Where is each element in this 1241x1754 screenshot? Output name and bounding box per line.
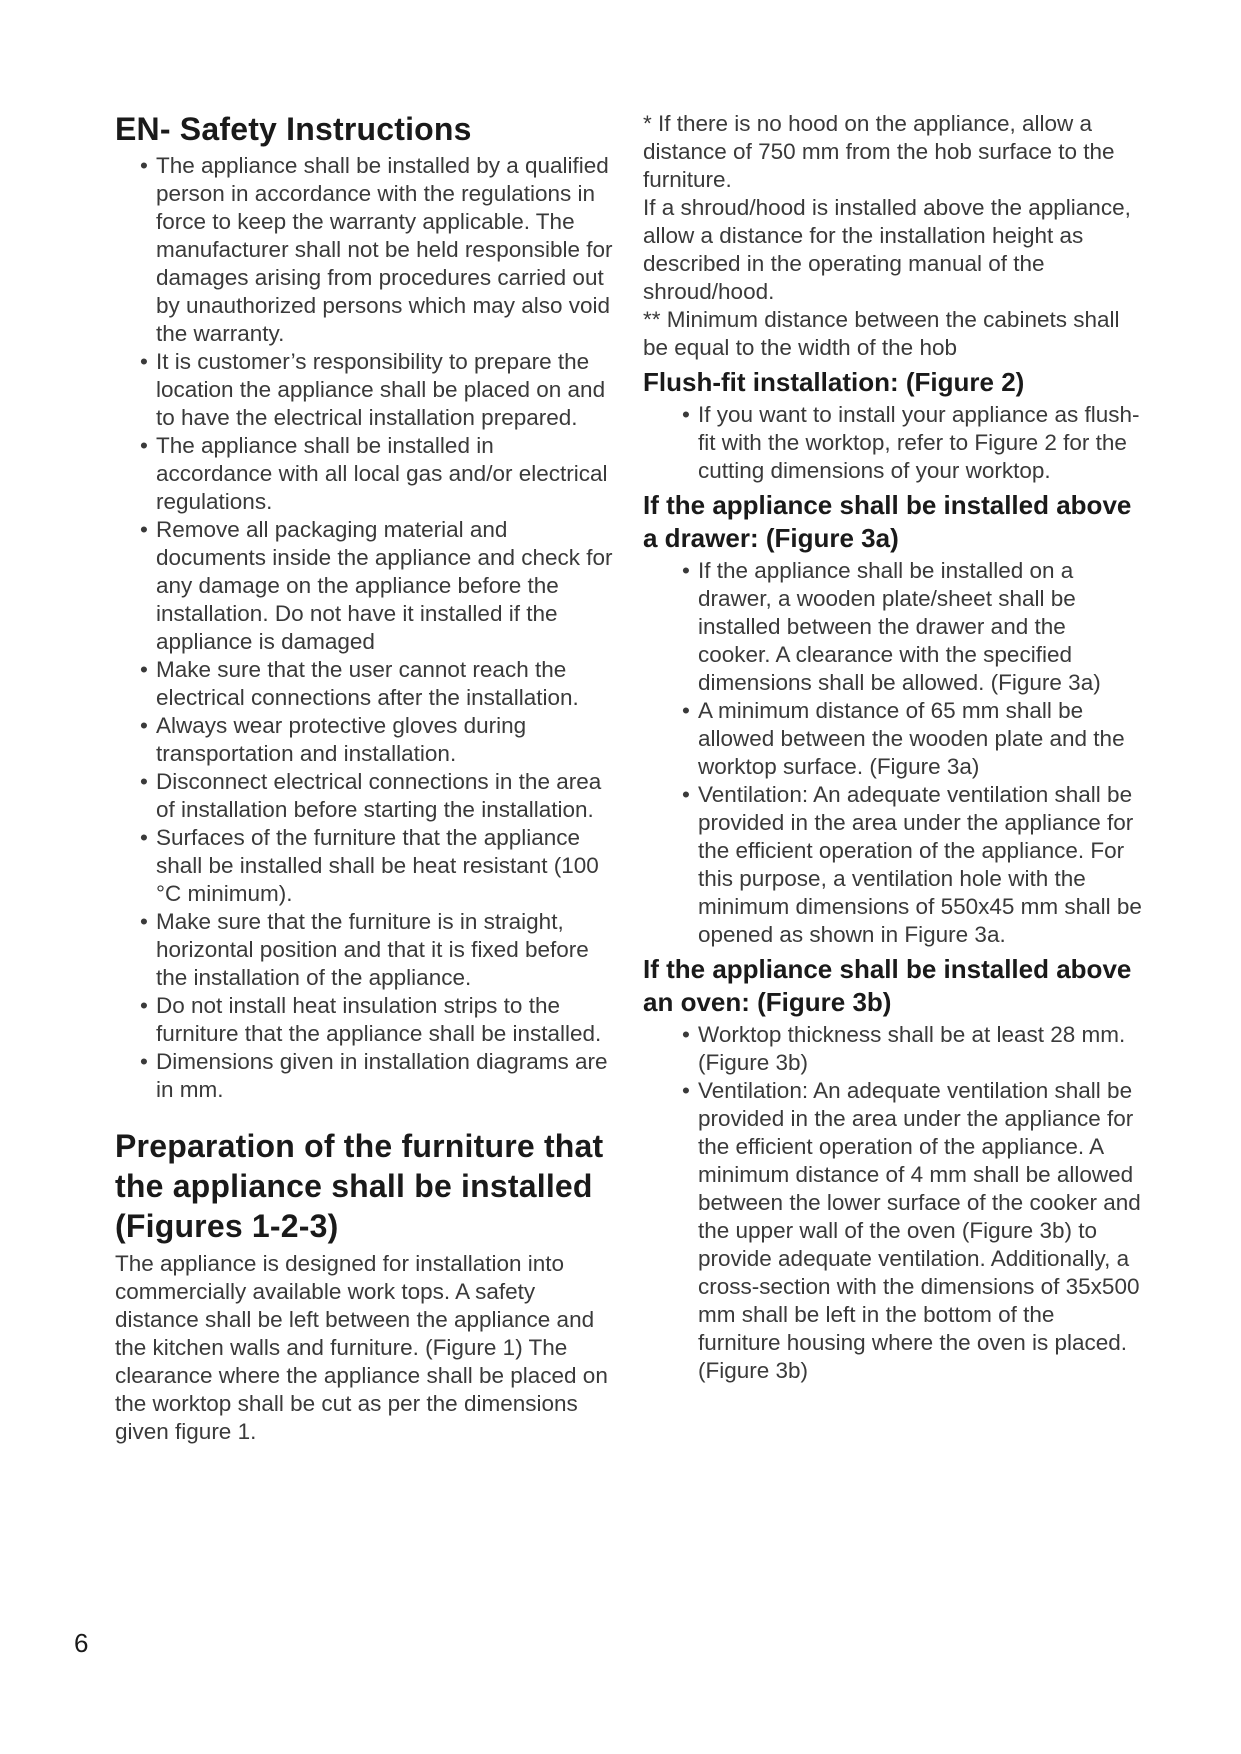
safety-bullet: • Disconnect electrical connections in the area of installation before starting the installation.: [115, 768, 615, 824]
cabinet-distance-note: ** Minimum distance between the cabinets shall be equal to the width of the hob: [643, 307, 1120, 360]
oven-bullet: • Worktop thickness shall be at least 28 mm. (Figure 3b): [643, 1021, 1143, 1077]
drawer-bullet: • If the appliance shall be installed on a drawer, a wooden plate/sheet shall be installed between the drawer and the cooker. A clearance with the specified dimensions shall be allowed. (Figure 3a): [643, 557, 1143, 697]
safety-bullet: • Do not install heat insulation strips to the furniture that the appliance shall be installed.: [115, 992, 615, 1048]
flush-fit-bullet-list: [643, 401, 1143, 485]
flush-fit-heading: Flush-fit installation: (Figure 2): [643, 367, 1025, 397]
flush-fit-bullet: • If you want to install your appliance as flush-fit with the worktop, refer to Figure 2 for the cutting dimensions of your worktop.: [643, 401, 1143, 485]
hood-distance-note: * If there is no hood on the appliance, allow a distance of 750 mm from the hob surface to the furniture.: [643, 111, 1115, 192]
safety-bullet: • Dimensions given in installation diagrams are in mm.: [115, 1048, 615, 1104]
safety-bullet-list: [115, 152, 615, 1104]
drawer-heading: If the appliance shall be installed above a drawer: (Figure 3a): [643, 490, 1132, 553]
drawer-bullet: • Ventilation: An adequate ventilation shall be provided in the area under the appliance for the efficient operation of the appliance. For this purpose, a ventilation hole with the minimum dimensions of 550x45 mm shall be opened as shown in Figure 3a.: [643, 781, 1143, 949]
page-number: 6: [74, 1628, 89, 1658]
oven-bullet-list: [643, 1021, 1143, 1385]
right-column: [643, 110, 1143, 1385]
preparation-section-title: Preparation of the furniture that the appliance shall be installed (Figures 1-2-3): [115, 1128, 604, 1244]
oven-heading: If the appliance shall be installed above an oven: (Figure 3b): [643, 954, 1132, 1017]
preparation-section-body: The appliance is designed for installation into commercially available work tops. A safety distance shall be left between the appliance and the kitchen walls and furniture. (Figure 1) The clearance where the appliance shall be placed on the worktop shall be cut as per the dimensions given figure 1.: [115, 1251, 608, 1444]
safety-bullet: • Remove all packaging material and documents inside the appliance and check for any damage on the appliance before the installation. Do not have it installed if the appliance is damaged: [115, 516, 615, 656]
shroud-note: If a shroud/hood is installed above the appliance, allow a distance for the installation height as described in the operating manual of the shroud/hood.: [643, 195, 1131, 304]
safety-bullet: • Always wear protective gloves during transportation and installation.: [115, 712, 615, 768]
left-column: [115, 110, 615, 1446]
safety-bullet: • The appliance shall be installed by a qualified person in accordance with the regulations in force to keep the warranty applicable. The manufacturer shall not be held responsible for damages arising from procedures carried out by unauthorized persons which may also void the warranty.: [115, 152, 615, 348]
drawer-bullet: • A minimum distance of 65 mm shall be allowed between the wooden plate and the worktop surface. (Figure 3a): [643, 697, 1143, 781]
safety-bullet: • Make sure that the furniture is in straight, horizontal position and that it is fixed before the installation of the appliance.: [115, 908, 615, 992]
safety-bullet: • It is customer’s responsibility to prepare the location the appliance shall be placed on and to have the electrical installation prepared.: [115, 348, 615, 432]
safety-bullet: • Surfaces of the furniture that the appliance shall be installed shall be heat resistant (100 °C minimum).: [115, 824, 615, 908]
oven-bullet: • Ventilation: An adequate ventilation shall be provided in the area under the appliance for the efficient operation of the appliance. A minimum distance of 4 mm shall be allowed between the lower surface of the cooker and the upper wall of the oven (Figure 3b) to provide adequate ventilation. Additionally, a cross-section with the dimensions of 35x500 mm shall be left in the bottom of the furniture housing where the oven is placed. (Figure 3b): [643, 1077, 1143, 1385]
safety-instructions-title: EN- Safety Instructions: [115, 111, 472, 147]
safety-bullet: • The appliance shall be installed in accordance with all local gas and/or electrical regulations.: [115, 432, 615, 516]
safety-bullet: • Make sure that the user cannot reach the electrical connections after the installation.: [115, 656, 615, 712]
drawer-bullet-list: [643, 557, 1143, 949]
